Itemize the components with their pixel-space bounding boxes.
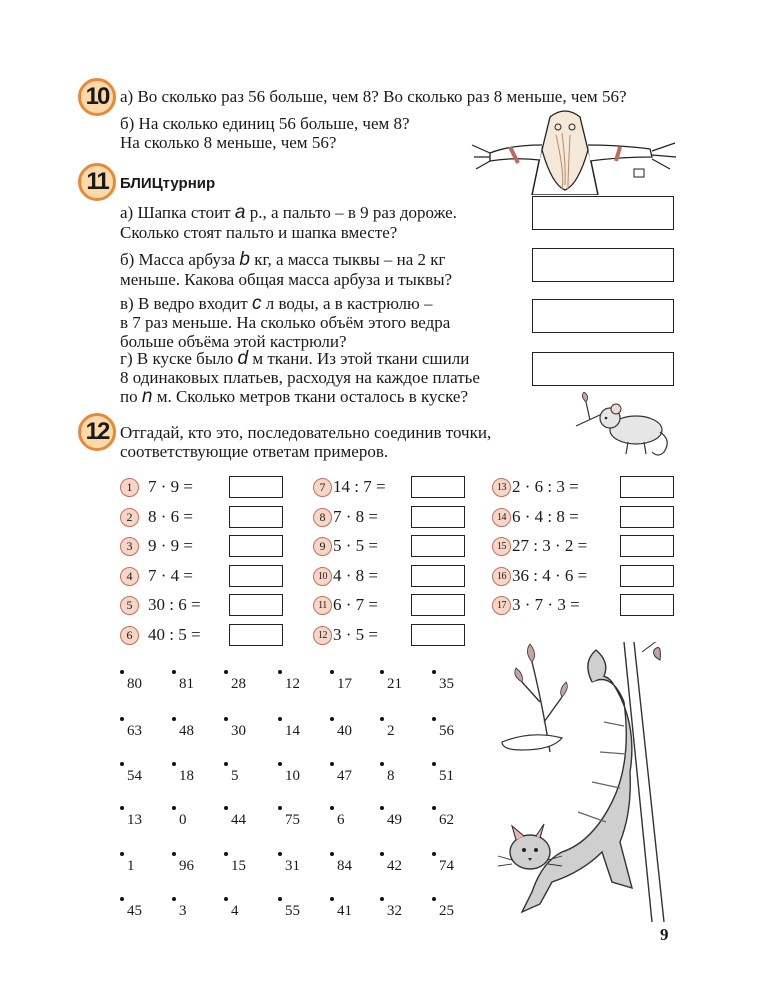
- answer-box-11a[interactable]: [532, 196, 674, 230]
- variable-c: c: [252, 293, 262, 314]
- example-number-circle: 6: [120, 626, 139, 645]
- example-expression: 7 · 8 =: [333, 506, 378, 526]
- connect-dot[interactable]: [380, 852, 384, 856]
- example-expression: 36 : 4 · 6 =: [512, 565, 588, 585]
- dot-label: 41: [337, 903, 352, 919]
- dot-label: 81: [179, 676, 194, 692]
- example-expression: 40 : 5 =: [148, 624, 201, 644]
- example-expression: 8 · 6 =: [148, 506, 193, 526]
- dot-label: 51: [439, 768, 454, 784]
- connect-dot[interactable]: [172, 762, 176, 766]
- dot-label: 74: [439, 858, 454, 874]
- dot-label: 32: [387, 903, 402, 919]
- dot-label: 0: [179, 812, 187, 828]
- dot-label: 49: [387, 812, 402, 828]
- task-number-badge-12: 12: [78, 413, 116, 451]
- connect-dot[interactable]: [380, 670, 384, 674]
- task-number-badge-11: 11: [78, 163, 116, 201]
- example-answer-box[interactable]: [620, 506, 674, 528]
- connect-dot[interactable]: [330, 852, 334, 856]
- example-answer-box[interactable]: [411, 506, 465, 528]
- connect-dot[interactable]: [380, 717, 384, 721]
- dot-label: 18: [179, 768, 194, 784]
- example-number-circle: 1: [120, 478, 139, 497]
- cat-illustration: [492, 642, 692, 922]
- dot-label: 55: [285, 903, 300, 919]
- example-expression: 4 · 8 =: [333, 565, 378, 585]
- task12-instruction-line1: Отгадай, кто это, последовательно соединив точки,: [120, 423, 492, 442]
- example-number-circle: 16: [492, 567, 511, 586]
- variable-a: a: [234, 202, 246, 223]
- example-answer-box[interactable]: [229, 506, 283, 528]
- dot-label: 44: [231, 812, 246, 828]
- example-answer-box[interactable]: [229, 476, 283, 498]
- task10-question-b-line2: На сколько 8 меньше, чем 56?: [120, 133, 337, 152]
- connect-dot[interactable]: [278, 670, 282, 674]
- connect-dot[interactable]: [120, 762, 124, 766]
- dot-label: 63: [127, 723, 142, 739]
- example-number-circle: 7: [313, 478, 332, 497]
- dot-label: 2: [387, 723, 395, 739]
- connect-dot[interactable]: [330, 897, 334, 901]
- example-answer-box[interactable]: [229, 594, 283, 616]
- example-answer-box[interactable]: [620, 594, 674, 616]
- connect-dot[interactable]: [172, 806, 176, 810]
- connect-dot[interactable]: [224, 670, 228, 674]
- example-number-circle: 4: [120, 567, 139, 586]
- dot-label: 35: [439, 676, 454, 692]
- example-answer-box[interactable]: [229, 535, 283, 557]
- connect-dot[interactable]: [224, 897, 228, 901]
- dot-label: 28: [231, 676, 246, 692]
- dot-label: 62: [439, 812, 454, 828]
- example-answer-box[interactable]: [411, 535, 465, 557]
- dot-label: 5: [231, 768, 239, 784]
- dot-label: 47: [337, 768, 352, 784]
- page-number: 9: [660, 925, 669, 944]
- variable-n: n: [141, 386, 153, 407]
- connect-dot[interactable]: [330, 806, 334, 810]
- dot-label: 56: [439, 723, 454, 739]
- example-number-circle: 3: [120, 537, 139, 556]
- task10-question-b-line1: б) На сколько единиц 56 больше, чем 8?: [120, 114, 410, 133]
- connect-dot[interactable]: [224, 852, 228, 856]
- connect-dot[interactable]: [120, 897, 124, 901]
- dot-label: 75: [285, 812, 300, 828]
- dot-label: 45: [127, 903, 142, 919]
- connect-dot[interactable]: [432, 762, 436, 766]
- example-number-circle: 8: [313, 508, 332, 527]
- example-expression: 5 · 5 =: [333, 536, 378, 555]
- dot-label: 3: [179, 903, 187, 919]
- connect-dot[interactable]: [278, 717, 282, 721]
- example-expression: 27 : 3 · 2 =: [512, 536, 588, 555]
- example-expression: 30 : 6 =: [148, 595, 201, 614]
- example-number-circle: 5: [120, 596, 139, 615]
- task-number-badge-10: 10: [78, 78, 116, 116]
- connect-dot[interactable]: [120, 806, 124, 810]
- example-expression: 7 · 4 =: [148, 565, 193, 585]
- example-number-circle: 10: [313, 567, 332, 586]
- dot-label: 13: [127, 812, 142, 828]
- connect-dot[interactable]: [330, 717, 334, 721]
- connect-dot[interactable]: [278, 806, 282, 810]
- connect-dot[interactable]: [432, 717, 436, 721]
- connect-dot[interactable]: [330, 670, 334, 674]
- task11-question-d-line2: 8 одинаковых платьев, расходуя на каждое платье: [120, 368, 480, 387]
- connect-dot[interactable]: [224, 762, 228, 766]
- example-expression: 14 : 7 =: [333, 477, 386, 496]
- dot-label: 21: [387, 676, 402, 692]
- dot-label: 40: [337, 723, 352, 739]
- dot-label: 8: [387, 768, 395, 784]
- dot-label: 12: [285, 676, 300, 692]
- task11-question-d-line3: по n м. Сколько метров ткани осталось в куске?: [120, 386, 468, 407]
- example-expression: 3 · 7 · 3 =: [512, 595, 580, 614]
- example-answer-box[interactable]: [229, 624, 283, 646]
- dot-label: 14: [285, 723, 300, 739]
- wizard-illustration: [470, 105, 680, 195]
- dot-label: 54: [127, 768, 142, 784]
- connect-dot[interactable]: [380, 762, 384, 766]
- dot-label: 30: [231, 723, 246, 739]
- example-number-circle: 14: [492, 508, 511, 527]
- example-answer-box[interactable]: [620, 565, 674, 587]
- example-answer-box[interactable]: [620, 535, 674, 557]
- connect-dot[interactable]: [172, 897, 176, 901]
- task11-title: БЛИЦтурнир: [120, 175, 216, 192]
- task11-question-c-line3: больше объёма этой кастрюли?: [120, 332, 347, 351]
- example-answer-box[interactable]: [620, 476, 674, 498]
- connect-dot[interactable]: [172, 717, 176, 721]
- dot-label: 10: [285, 768, 300, 784]
- variable-d: d: [237, 348, 249, 369]
- dot-label: 31: [285, 858, 300, 874]
- mouse-illustration: [572, 392, 677, 460]
- task11-question-b-line2: меньше. Какова общая масса арбуза и тыквы?: [120, 270, 453, 289]
- connect-dot[interactable]: [278, 762, 282, 766]
- example-answer-box[interactable]: [411, 476, 465, 498]
- connect-dot[interactable]: [432, 897, 436, 901]
- connect-dot[interactable]: [278, 852, 282, 856]
- dot-label: 6: [337, 812, 345, 828]
- task11-question-c-line1: в) В ведро входит c л воды, а в кастрюлю –: [120, 293, 433, 314]
- task11-question-c-line2: в 7 раз меньше. На сколько объём этого ведра: [120, 313, 451, 332]
- answer-box-11d[interactable]: [532, 352, 674, 386]
- task10-question-a: а) Во сколько раз 56 больше, чем 8? Во сколько раз 8 меньше, чем 56?: [120, 87, 627, 106]
- example-number-circle: 13: [492, 478, 511, 497]
- connect-dot[interactable]: [120, 670, 124, 674]
- example-number-circle: 11: [313, 596, 332, 615]
- connect-dot[interactable]: [120, 717, 124, 721]
- variable-b: b: [239, 249, 250, 270]
- answer-box-11b[interactable]: [532, 248, 674, 282]
- dot-label: 25: [439, 903, 454, 919]
- connect-dot[interactable]: [380, 806, 384, 810]
- task11-question-b-line1: б) Масса арбуза b кг, а масса тыквы – на 2 кг: [120, 249, 446, 270]
- example-expression: 3 · 5 =: [333, 624, 378, 644]
- connect-dot[interactable]: [120, 852, 124, 856]
- example-expression: 9 · 9 =: [148, 536, 193, 555]
- dot-label: 84: [337, 858, 352, 874]
- example-answer-box[interactable]: [229, 565, 283, 587]
- task11-question-a-line1: а) Шапка стоит a р., а пальто – в 9 раз дороже.: [120, 202, 457, 223]
- dot-label: 4: [231, 903, 239, 919]
- connect-dot[interactable]: [380, 897, 384, 901]
- connect-dot[interactable]: [224, 806, 228, 810]
- dot-label: 48: [179, 723, 194, 739]
- dot-label: 42: [387, 858, 402, 874]
- example-answer-box[interactable]: [411, 624, 465, 646]
- example-number-circle: 9: [313, 537, 332, 556]
- connect-dot[interactable]: [432, 806, 436, 810]
- connect-dot[interactable]: [432, 670, 436, 674]
- connect-dot[interactable]: [224, 717, 228, 721]
- dot-label: 96: [179, 858, 194, 874]
- example-expression: 2 · 6 : 3 =: [512, 477, 579, 496]
- dot-label: 15: [231, 858, 246, 874]
- example-number-circle: 15: [492, 537, 511, 556]
- example-answer-box[interactable]: [411, 565, 465, 587]
- task11-question-d-line1: г) В куске было d м ткани. Из этой ткани сшили: [120, 348, 470, 369]
- answer-box-11c[interactable]: [532, 299, 674, 333]
- connect-dot[interactable]: [432, 852, 436, 856]
- example-expression: 6 · 7 =: [333, 595, 378, 614]
- task12-instruction-line2: соответствующие ответам примеров.: [120, 442, 389, 461]
- example-expression: 6 · 4 : 8 =: [512, 506, 579, 526]
- example-number-circle: 2: [120, 508, 139, 527]
- task11-question-a-line2: Сколько стоят пальто и шапка вместе?: [120, 223, 398, 242]
- example-expression: 7 · 9 =: [148, 477, 193, 496]
- connect-dot[interactable]: [172, 852, 176, 856]
- dot-label: 80: [127, 676, 142, 692]
- connect-dot[interactable]: [172, 670, 176, 674]
- example-number-circle: 17: [492, 596, 511, 615]
- dot-label: 17: [337, 676, 352, 692]
- connect-dot[interactable]: [330, 762, 334, 766]
- example-answer-box[interactable]: [411, 594, 465, 616]
- dot-label: 1: [127, 858, 135, 874]
- connect-dot[interactable]: [278, 897, 282, 901]
- example-number-circle: 12: [313, 626, 332, 645]
